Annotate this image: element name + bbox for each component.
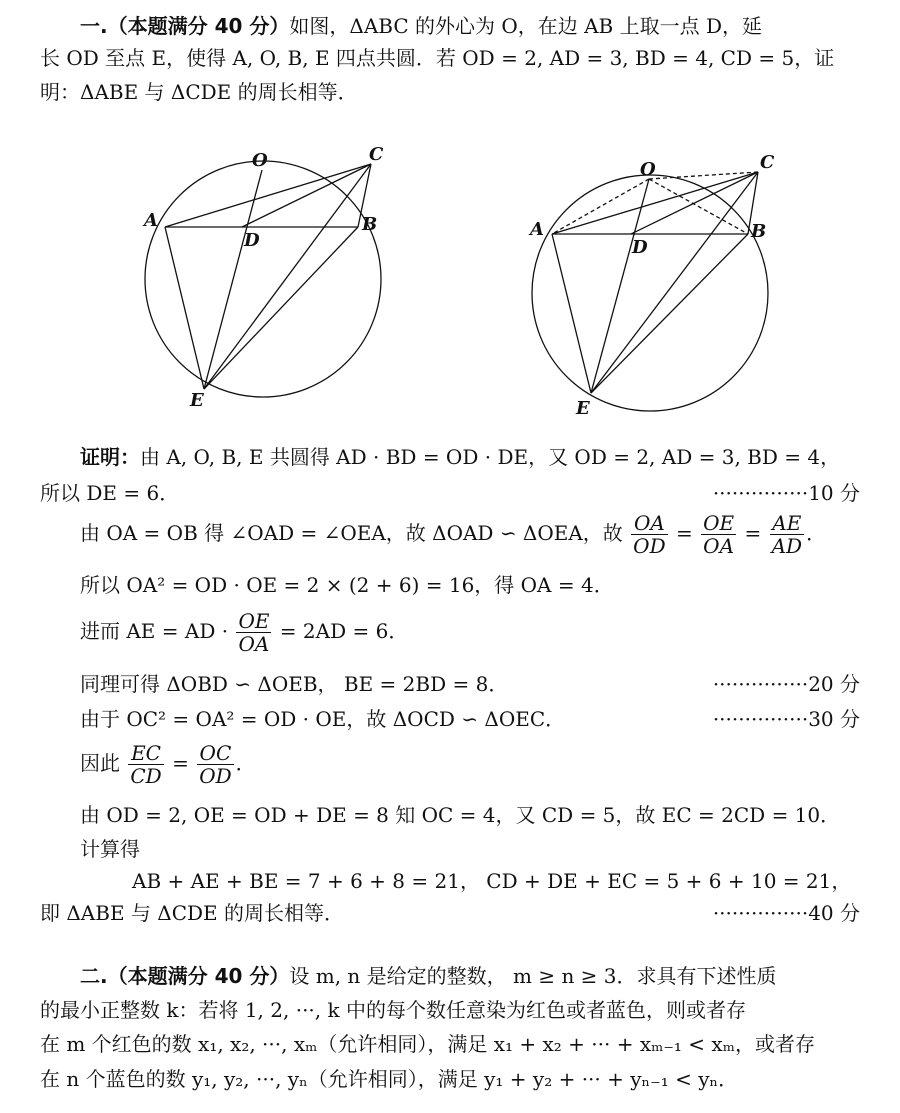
proof-line5-post: = 2AD = 6．: [279, 619, 409, 643]
right-label-e: E: [576, 398, 590, 419]
score-10: ···············10 分: [712, 481, 860, 505]
left-segment-ec: [204, 164, 371, 389]
left-label-a: A: [144, 210, 158, 231]
proof-line10: 计算得: [80, 837, 140, 861]
problem2-number: 二.: [80, 964, 108, 988]
left-figure: [145, 161, 381, 397]
problem2-line1: [80, 964, 777, 988]
left-label-b: B: [362, 214, 378, 235]
score-40: ···············40 分: [712, 901, 860, 925]
fraction-oe-oa-2: $\frac{OE}{OA}$: [238, 609, 270, 656]
problem1-number: 一.: [80, 14, 108, 38]
left-label-o: O: [252, 150, 268, 171]
problem2-line2: 的最小正整数 k：若将 1, 2, ···, k 中的每个数任意染为红色或者蓝色，则或者存: [40, 998, 746, 1022]
proof-line11: AB + AE + BE = 7 + 6 + 8 = 21， CD + DE + EC = 5 + 6 + 10 = 21，: [132, 869, 852, 893]
right-label-a: A: [530, 219, 544, 240]
proof-line8: 因此 $\frac{EC}{CD}$ = $\frac{OC}{OD}$ ．: [80, 741, 256, 788]
proof-line4: 所以 OA² = OD · OE = 2 × (2 + 6) = 16，得 OA = 4．: [80, 573, 614, 597]
fraction-ae-ad: $\frac{AE}{AD}$: [771, 511, 803, 558]
right-figure: [532, 172, 768, 411]
fraction-oa-od: $\frac{OA}{OD}$: [633, 511, 666, 558]
problem2-score-tag: （本题满分 40 分）: [107, 964, 290, 988]
right-segment-oe: [591, 179, 649, 393]
right-segment-dc: [631, 172, 758, 234]
proof-line5: [80, 608, 408, 655]
proof-line9: 由 OD = 2, OE = OD + DE = 8 知 OC = 4，又 CD = 5，故 EC = 2CD = 10．: [80, 803, 841, 827]
proof-line1: [80, 445, 840, 469]
right-segment-ec: [591, 172, 758, 393]
problem1-line2: 长 OD 至点 E，使得 A, O, B, E 四点共圆．若 OD = 2, AD = 3, BD = 4, CD = 5，证: [40, 46, 835, 70]
left-segment-ac: [165, 164, 371, 227]
problem2-line3: 在 m 个红色的数 x₁, x₂, ···, xₘ（允许相同），满足 x₁ + x₂ + ··· + xₘ₋₁ < xₘ，或者存: [40, 1032, 815, 1056]
right-label-b: B: [751, 221, 767, 242]
left-label-d: D: [244, 230, 260, 251]
problem1-text-1: 如图，ΔABC 的外心为 O，在边 AB 上取一点 D，延: [289, 14, 762, 38]
left-segment-oe: [204, 170, 262, 389]
fraction-oe-oa: $\frac{OE}{OA}$: [703, 511, 735, 558]
right-circumcircle: [532, 175, 768, 411]
problem1-line3: 明：ΔABE 与 ΔCDE 的周长相等．: [40, 80, 358, 104]
fraction-oc-od: $\frac{OC}{OD}$: [199, 741, 232, 788]
proof-line12: 即 ΔABE 与 ΔCDE 的周长相等．: [40, 901, 344, 925]
geometry-figures: [0, 140, 900, 450]
right-segment-ae: [552, 234, 591, 393]
proof-label: 证明：: [80, 445, 140, 469]
proof-line3-text: 由 OA = OB 得 ∠OAD = ∠OEA，故 ΔOAD ∽ ΔOEA，故: [80, 521, 623, 545]
proof-line7: 由于 OC² = OA² = OD · OE，故 ΔOCD ∽ ΔOEC．: [80, 707, 566, 731]
problem1-score-tag: （本题满分 40 分）: [107, 14, 290, 38]
right-label-d: D: [632, 237, 648, 258]
right-segment-be: [591, 234, 748, 393]
left-label-e: E: [190, 390, 204, 411]
score-30: ···············30 分: [712, 707, 860, 731]
right-label-c: C: [760, 152, 775, 173]
proof-line8-text: 因此: [80, 751, 120, 775]
fraction-ec-cd: $\frac{EC}{CD}$: [130, 741, 162, 788]
proof-line5-text: 进而 AE = AD ·: [80, 619, 229, 643]
proof-line2: 所以 DE = 6．: [40, 481, 180, 505]
left-segment-ae: [165, 227, 204, 389]
left-label-c: C: [369, 144, 384, 165]
proof-line6: 同理可得 ΔOBD ∽ ΔOEB， BE = 2BD = 8．: [80, 672, 509, 696]
problem2-line4: 在 n 个蓝色的数 y₁, y₂, ···, yₙ（允许相同），满足 y₁ + y₂ + ··· + yₙ₋₁ < yₙ．: [40, 1067, 739, 1091]
left-segment-be: [204, 227, 358, 389]
problem1-line1: [80, 14, 762, 38]
right-label-o: O: [640, 159, 656, 180]
right-dashed-ob: [649, 179, 748, 234]
proof-line3: 由 OA = OB 得 ∠OAD = ∠OEA，故 ΔOAD ∽ ΔOEA，故 $\frac{OA}{OD}$ = $\frac{OE}{OA}$ = $\frac{AE}{AD}$ ．: [80, 511, 827, 558]
proof-text-1: 由 A, O, B, E 共圆得 AD · BD = OD · DE，又 OD = 2, AD = 3, BD = 4，: [140, 445, 841, 469]
problem2-text-1: 设 m, n 是给定的整数， m ≥ n ≥ 3．求具有下述性质: [289, 964, 777, 988]
right-dashed-oa: [552, 179, 649, 234]
score-20: ···············20 分: [712, 672, 860, 696]
